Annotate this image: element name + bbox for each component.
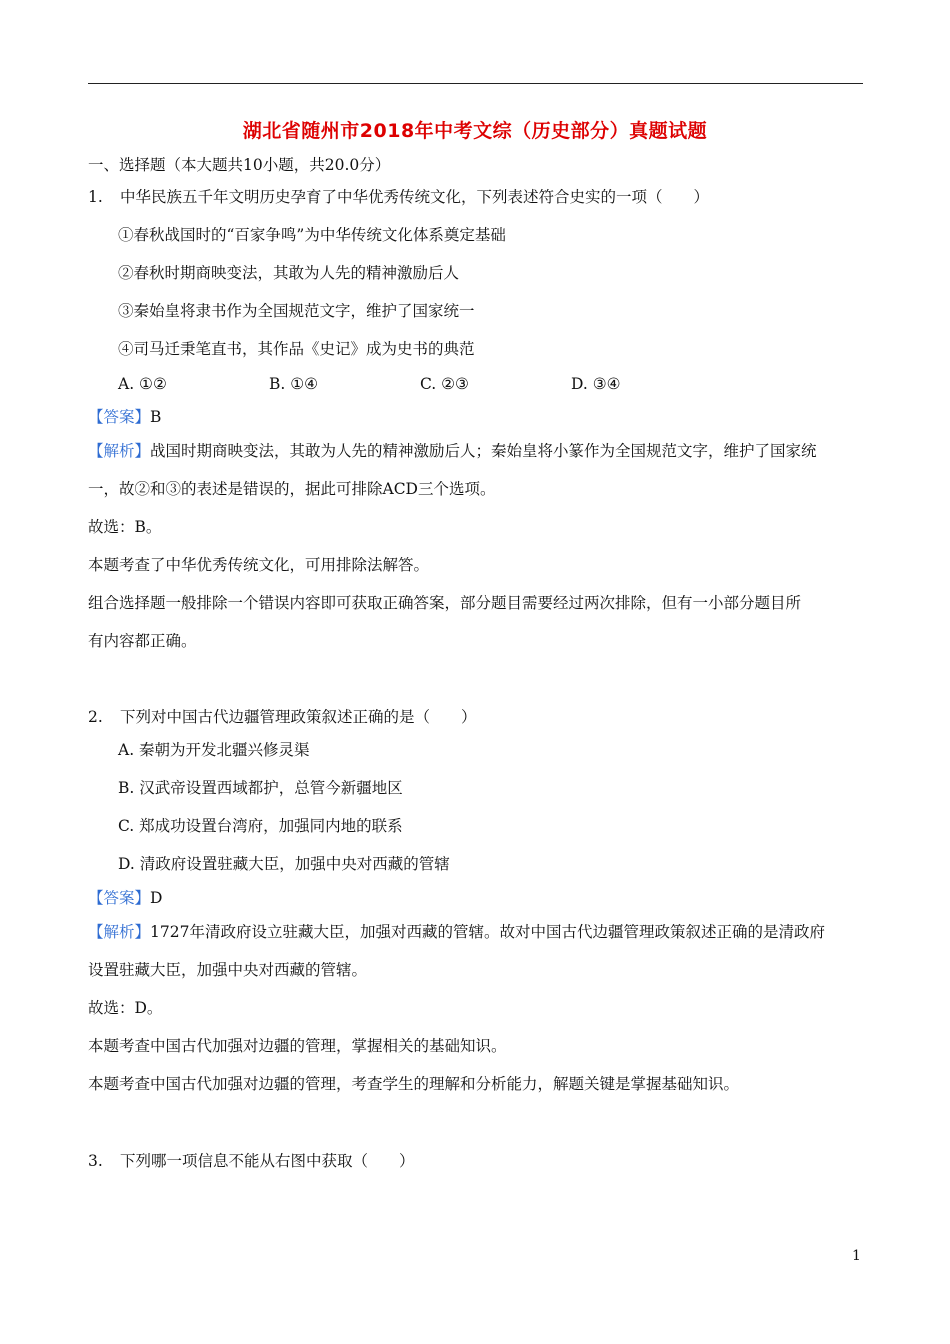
question-2-number: 2. [88,708,103,726]
q1-note-1: 本题考查了中华优秀传统文化，可用排除法解答。 [88,556,430,574]
question-2-stem [88,707,477,727]
question-3-number: 3. [88,1152,103,1170]
q2-analysis-text-1: 1727年清政府设立驻藏大臣，加强对西藏的管辖。故对中国古代边疆管理政策叙述正确的是清政府 [150,923,825,941]
q2-option-d: D. 清政府设置驻藏大臣，加强中央对西藏的管辖 [118,855,450,873]
question-3-text: 下列哪一项信息不能从右图中获取（ ） [120,1152,415,1170]
q2-answer-value: D [150,889,163,907]
q2-analysis-line-1 [88,922,825,942]
q1-note-2-line-1: 组合选择题一般排除一个错误内容即可获取正确答案，部分题目需要经过两次排除，但有一小部分题目所 [88,594,802,612]
page-number: 1 [852,1248,861,1264]
question-2-text: 下列对中国古代边疆管理政策叙述正确的是（ ） [120,708,477,726]
q1-analysis-line-1 [88,441,817,461]
page-title: 湖北省随州市2018年中考文综（历史部分）真题试题 [242,120,708,142]
question-1-text: 中华民族五千年文明历史孕育了中华优秀传统文化，下列表述符合史实的一项（ ） [120,188,710,206]
q2-answer [88,888,162,908]
q2-analysis-tag: 【解析】 [88,923,151,941]
q1-analysis-text-1: 战国时期商映变法，其敢为人先的精神激励后人；秦始皇将小篆作为全国规范文字，维护了国家统 [150,442,817,460]
q1-answer-value: B [150,408,162,426]
q1-option-a: A. ①② [118,375,167,393]
q2-option-b: B. 汉武帝设置西域都护，总管今新疆地区 [118,779,403,797]
question-1-stem [88,187,709,207]
q1-analysis-line-2: 一，故②和③的表述是错误的，据此可排除ACD三个选项。 [88,480,496,498]
q2-note-1: 本题考查中国古代加强对边疆的管理，掌握相关的基础知识。 [88,1037,507,1055]
q1-option-c: C. ②③ [420,375,469,393]
q1-note-2-line-2: 有内容都正确。 [88,632,197,650]
q1-option-b: B. ①④ [269,375,319,393]
q2-option-c: C. 郑成功设置台湾府，加强同内地的联系 [118,817,403,835]
q1-statement-4: ④司马迁秉笔直书，其作品《史记》成为史书的典范 [118,340,475,358]
q2-choose: 故选：D。 [88,999,163,1017]
q2-note-2: 本题考查中国古代加强对边疆的管理，考查学生的理解和分析能力，解题关键是掌握基础知识。 [88,1075,740,1093]
header-rule [88,83,863,84]
q2-answer-tag: 【答案】 [88,889,151,907]
q1-statement-2: ②春秋时期商映变法，其敢为人先的精神激励后人 [118,264,460,282]
q2-option-a: A. 秦朝为开发北疆兴修灵渠 [118,741,310,759]
section-heading: 一、选择题（本大题共10小题，共20.0分） [88,156,391,174]
q1-statement-3: ③秦始皇将隶书作为全国规范文字，维护了国家统一 [118,302,475,320]
question-3-stem [88,1151,415,1171]
q1-answer [88,407,161,427]
q1-option-d: D. ③④ [571,375,621,393]
q1-analysis-tag: 【解析】 [88,442,151,460]
q1-answer-tag: 【答案】 [88,408,151,426]
q1-choose: 故选：B。 [88,518,162,536]
question-1-number: 1. [88,188,103,206]
q2-analysis-line-2: 设置驻藏大臣，加强中央对西藏的管辖。 [88,961,368,979]
q1-statement-1: ①春秋战国时的“百家争鸣”为中华传统文化体系奠定基础 [118,226,506,244]
